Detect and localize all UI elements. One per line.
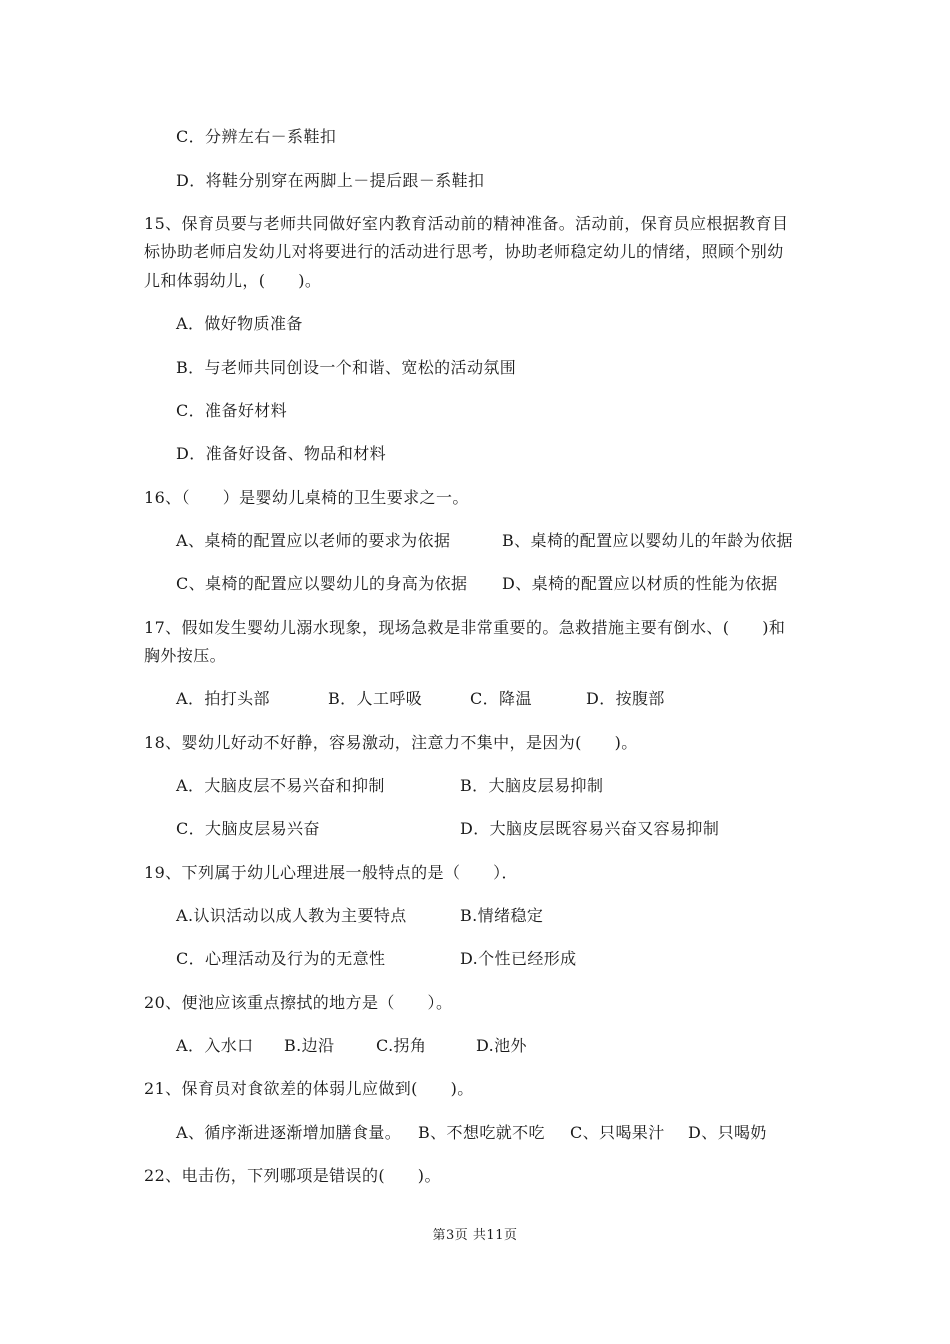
q15-option-b: B．与老师共同创设一个和谐、宽松的活动氛围 bbox=[176, 358, 517, 377]
q19-option-d: D.个性已经形成 bbox=[460, 949, 577, 968]
q15-text-line-3: 儿和体弱幼儿，( )。 bbox=[144, 271, 322, 290]
q19-option-c: C．心理活动及行为的无意性 bbox=[176, 949, 386, 968]
q15-option-d: D．准备好设备、物品和材料 bbox=[176, 444, 387, 463]
q19-option-b: B.情绪稳定 bbox=[460, 906, 544, 925]
q15-option-c: C．准备好材料 bbox=[176, 401, 288, 420]
q18-option-b: B．大脑皮层易抑制 bbox=[460, 776, 604, 795]
q14-option-d: D．将鞋分别穿在两脚上－提后跟－系鞋扣 bbox=[176, 171, 485, 190]
q18-option-c: C．大脑皮层易兴奋 bbox=[176, 819, 320, 838]
q17-option-d: D．按腹部 bbox=[586, 689, 665, 708]
q16-option-b: B、桌椅的配置应以婴幼儿的年龄为依据 bbox=[502, 531, 793, 550]
q16-text: 16、（ ）是婴幼儿桌椅的卫生要求之一。 bbox=[144, 488, 469, 507]
q18-option-d: D．大脑皮层既容易兴奋又容易抑制 bbox=[460, 819, 720, 838]
q19-option-a: A.认识活动以成人教为主要特点 bbox=[176, 906, 407, 925]
q22-text: 22、电击伤，下列哪项是错误的( )。 bbox=[144, 1166, 441, 1185]
q17-option-a: A．拍打头部 bbox=[176, 689, 270, 708]
q17-text-line-1: 17、假如发生婴幼儿溺水现象，现场急救是非常重要的。急救措施主要有倒水、( )和 bbox=[144, 618, 786, 637]
q20-text: 20、便池应该重点擦拭的地方是（ ）。 bbox=[144, 993, 453, 1012]
q16-option-a: A、桌椅的配置应以老师的要求为依据 bbox=[176, 531, 451, 550]
q16-option-c: C、桌椅的配置应以婴幼儿的身高为依据 bbox=[176, 574, 468, 593]
q21-option-c: C、只喝果汁 bbox=[570, 1123, 665, 1142]
q21-option-d: D、只喝奶 bbox=[688, 1123, 767, 1142]
q15-text-line-1: 15、保育员要与老师共同做好室内教育活动前的精神准备。活动前，保育员应根据教育目 bbox=[144, 214, 789, 233]
q21-option-b: B、不想吃就不吃 bbox=[418, 1123, 545, 1142]
q16-option-d: D、桌椅的配置应以材质的性能为依据 bbox=[502, 574, 778, 593]
q20-option-d: D.池外 bbox=[476, 1036, 527, 1055]
q19-text: 19、下列属于幼儿心理进展一般特点的是（ ）． bbox=[144, 863, 518, 882]
q18-option-a: A．大脑皮层不易兴奋和抑制 bbox=[176, 776, 385, 795]
q20-option-c: C.拐角 bbox=[376, 1036, 427, 1055]
q15-option-a: A．做好物质准备 bbox=[176, 314, 303, 333]
q21-text: 21、保育员对食欲差的体弱儿应做到( )。 bbox=[144, 1079, 474, 1098]
q20-option-a: A．入水口 bbox=[176, 1036, 254, 1055]
q17-option-c: C．降温 bbox=[470, 689, 532, 708]
q15-text-line-2: 标协助老师启发幼儿对将要进行的活动进行思考，协助老师稳定幼儿的情绪，照顾个别幼 bbox=[144, 242, 784, 261]
q21-option-a: A、循序渐进逐渐增加膳食量。 bbox=[176, 1123, 402, 1142]
page-footer: 第3页 共11页 bbox=[432, 1228, 518, 1243]
q17-option-b: B．人工呼吸 bbox=[328, 689, 423, 708]
q14-option-c: C．分辨左右－系鞋扣 bbox=[176, 127, 337, 146]
q20-option-b: B.边沿 bbox=[284, 1036, 335, 1055]
q18-text: 18、婴幼儿好动不好静，容易激动，注意力不集中，是因为( )。 bbox=[144, 733, 638, 752]
q17-text-line-2: 胸外按压。 bbox=[144, 646, 227, 665]
